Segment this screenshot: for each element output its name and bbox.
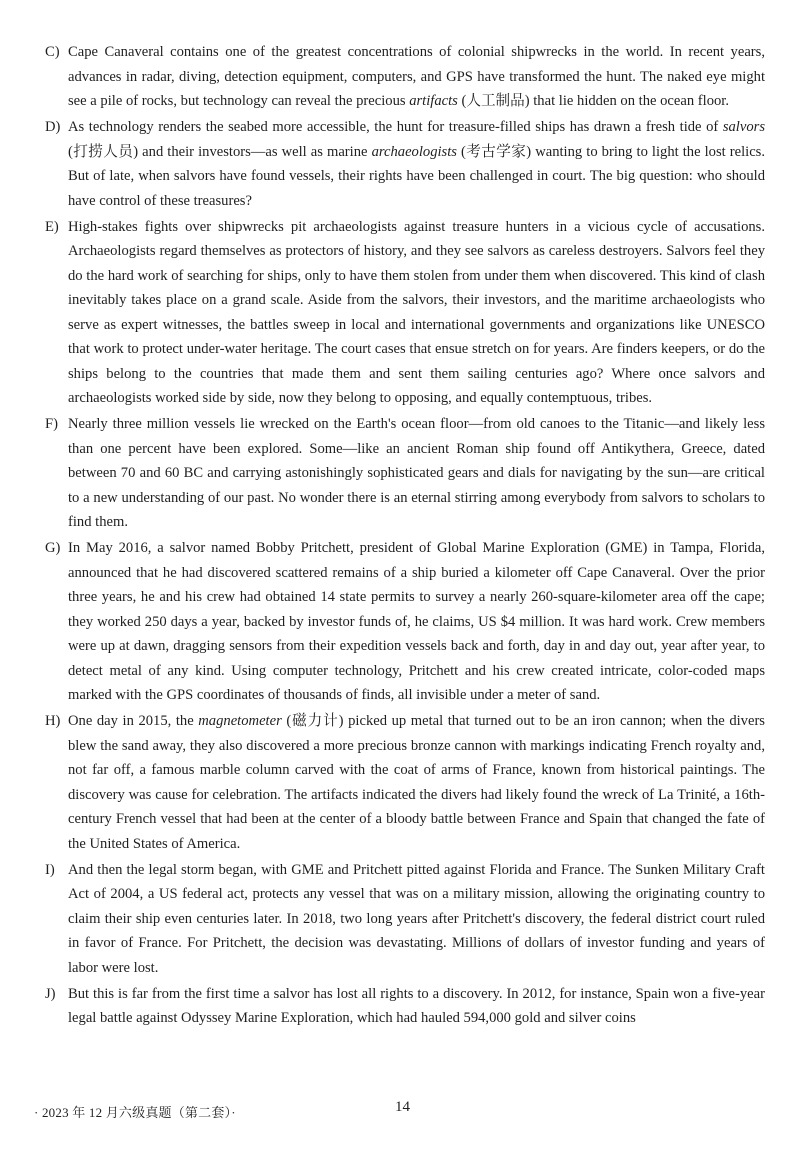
paragraph-label: F) xyxy=(45,416,58,432)
text-segment: As technology renders the seabed more accessible, the hunt for treasure-filled ships has drawn a fresh tide of xyxy=(68,119,723,135)
glossed-term: archaeologists xyxy=(371,143,457,160)
text-segment: and their investors—as well as marine xyxy=(138,143,372,160)
paragraph-text xyxy=(68,862,765,976)
glossed-term: magnetometer xyxy=(198,713,282,729)
paragraph-g xyxy=(45,536,765,708)
chinese-gloss: (磁力计) xyxy=(281,713,344,729)
paragraph-label: G) xyxy=(45,540,61,556)
paragraph-label: D) xyxy=(45,119,61,135)
text-segment: wanting to bring to light the lost relics. But of late, when salvors have found vessels, their rights have been challenged in court. The big question: who should have control of these treasures? xyxy=(68,143,766,209)
text-segment: Nearly three million vessels lie wrecked on the Earth's ocean floor—from old canoes to the Titanic—and likely less than one percent have been explored. Some—like an ancient Roman ship found off Antikythera, Greece, dated between 70 and 60 BC and carrying astonishingly sophisticated gears and dials for navigating by the sun—are critical to a new understanding of our past. No wonder there is an eternal stirring among everybody from salvors to scholars to find them. xyxy=(68,416,765,530)
paragraph-label: J) xyxy=(45,985,56,1002)
paragraph-label: I) xyxy=(45,861,55,878)
paragraph-label: E) xyxy=(45,218,59,235)
glossed-term: artifacts xyxy=(409,93,458,109)
paragraph-text xyxy=(68,44,765,109)
text-segment: Cape Canaveral contains one of the greatest concentrations of colonial shipwrecks in the world. In recent years, advances in radar, diving, detection equipment, computers, and GPS have transformed the hunt. The naked eye might see a pile of rocks, but technology can reveal the precious xyxy=(68,44,765,109)
page-number: 14 xyxy=(395,1099,410,1115)
paragraph-h xyxy=(45,709,765,856)
paragraph-label: H) xyxy=(45,713,61,729)
paragraph-d xyxy=(45,115,765,213)
text-segment: that lie hidden on the ocean floor. xyxy=(529,93,729,109)
paragraph-j xyxy=(45,982,765,1031)
text-segment: In May 2016, a salvor named Bobby Pritchett, president of Global Marine Exploration (GME) in Tampa, Florida, announced that he had discovered scattered remains of a ship buried a kilometer off Cape Canaveral. Over the prior three years, he and his crew had obtained 14 state permits to survey a nearly 260-square-kilometer area off the cape; they worked 250 days a year, backed by investor funds of, he claims, US $4 million. It was hard work. Crew members were up at dawn, dragging sensors from their expedition vessels back and forth, day in and day out, year after year, to detect metal of any kind. Using computer technology, Pritchett and his crew created intricate, color-coded maps marked with the GPS coordinates of thousands of finds, all invisible under a meter of sand. xyxy=(68,540,765,703)
text-segment: But this is far from the first time a salvor has lost all rights to a discovery. In 2012, for instance, Spain won a five-year legal battle against Odyssey Marine Exploration, which had hauled 594,000 gold and silver coins xyxy=(68,985,765,1026)
passage-body xyxy=(45,40,765,1032)
paragraph-i xyxy=(45,858,765,981)
paragraph-text xyxy=(68,416,765,530)
paragraph-text xyxy=(68,986,765,1027)
text-segment: One day in 2015, the xyxy=(68,713,199,729)
footer-source: · 2023 年 12 月六级真题（第二套）· xyxy=(34,1105,236,1120)
paragraph-text xyxy=(68,713,765,852)
paragraph-text xyxy=(68,119,765,209)
chinese-gloss: (考古学家) xyxy=(456,143,532,160)
chinese-gloss: (打捞人员) xyxy=(68,143,139,160)
text-segment: High-stakes fights over shipwrecks pit archaeologists against treasure hunters in a vicious cycle of accusations. Archaeologists regard themselves as protectors of history, and they see salvors as careless destroyers. Salvors feel they do the hard work of searching for ships, only to have them stolen from under them when discovered. This kind of clash inevitably takes place on a grand scale. Aside from the salvors, their investors, and the maritime archaeologists who serve as expert witnesses, the battles sweep in local and international governments and organizations like UNESCO that work to protect under-water heritage. The court cases that ensue stretch on for years. Are finders keepers, or do the ships belong to the countries that made them and sent them sailing centuries ago? Where once salvors and archaeologists worked side by side, now they belong to opposing, and equally contemptuous, tribes. xyxy=(68,218,765,406)
paragraph-c xyxy=(45,40,765,114)
paragraph-e xyxy=(45,215,765,411)
glossed-term: salvors xyxy=(722,119,765,135)
paragraph-f xyxy=(45,412,765,535)
text-segment: picked up metal that turned out to be an iron cannon; when the divers blew the sand away, they also discovered a more precious bronze cannon with markings indicating French royalty and, not far off, a famous marble column carved with the coat of arms of France, known from historical paintings. The discovery was cause for celebration. The artifacts indicated the divers had likely found the wreck of La Trinité, a 16th-century French vessel that had been at the center of a bloody battle between France and Spain that changed the fate of the United States of America. xyxy=(68,713,765,852)
paragraph-text xyxy=(68,219,765,407)
text-segment: And then the legal storm began, with GME and Pritchett pitted against Florida and France. The Sunken Military Craft Act of 2004, a US federal act, protects any vessel that was on a military mission, allowing the originating country to claim their ship even centuries later. In 2018, two long years after Pritchett's discovery, the federal district court ruled in favor of France. For Pritchett, the decision was devastating. Millions of dollars of investor funding and years of labor were lost. xyxy=(68,861,765,976)
paragraph-text xyxy=(68,540,765,703)
chinese-gloss: (人工制品) xyxy=(457,93,530,109)
paragraph-label: C) xyxy=(45,44,60,60)
